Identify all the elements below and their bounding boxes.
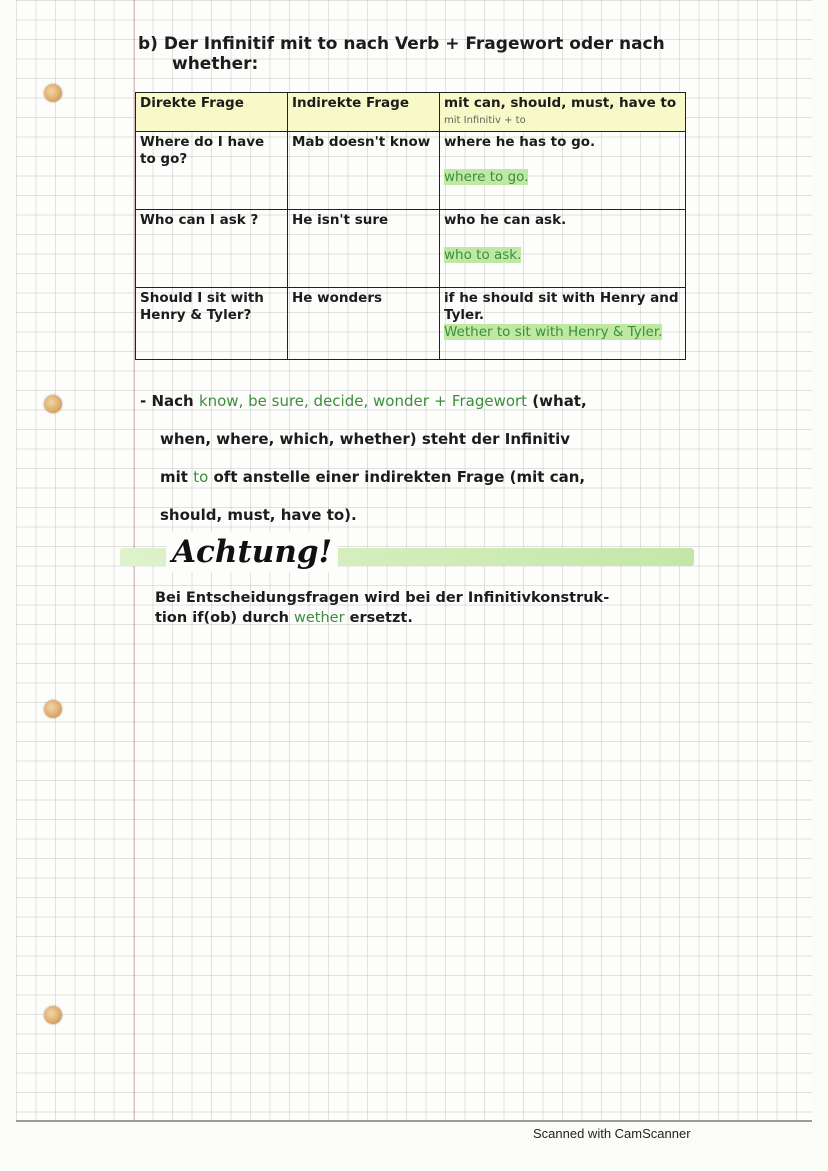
binder-hole bbox=[44, 1006, 62, 1024]
rule-line-2: when, where, which, whether) steht der Infinitiv bbox=[160, 430, 571, 448]
binder-hole bbox=[44, 700, 62, 718]
achtung-title: Achtung! bbox=[166, 532, 338, 572]
note-line-2: tion if(ob) durch wether ersetzt. bbox=[155, 610, 413, 626]
rule-paragraph bbox=[140, 382, 700, 534]
achtung-note bbox=[155, 588, 715, 628]
achtung-banner bbox=[120, 532, 700, 572]
binder-hole bbox=[44, 395, 62, 413]
cell-indirect: He isn't sure bbox=[288, 210, 440, 288]
cell-indirect: He wonders bbox=[288, 288, 440, 360]
table-header-row bbox=[136, 93, 686, 132]
rule-line-1: - Nach know, be sure, decide, wonder + Fragewort (what, bbox=[140, 392, 587, 410]
binder-hole bbox=[44, 84, 62, 102]
header-direct-question: Direkte Frage bbox=[136, 93, 288, 132]
cell-direct: Should I sit with Henry & Tyler? bbox=[136, 288, 288, 360]
rule-line-3: mit to oft anstelle einer indirekten Frage (mit can, bbox=[160, 468, 586, 486]
table-row bbox=[136, 132, 686, 210]
grammar-table bbox=[135, 92, 686, 360]
cell-direct: Where do I have to go? bbox=[136, 132, 288, 210]
heading-line-2: whether: bbox=[172, 54, 259, 74]
table-row bbox=[136, 288, 686, 360]
header-modal-infinitive: mit can, should, must, have to mit Infinitiv + to bbox=[440, 93, 686, 132]
header-indirect-question: Indirekte Frage bbox=[288, 93, 440, 132]
rule-line-4: should, must, have to). bbox=[160, 506, 357, 524]
cell-answers: if he should sit with Henry and Tyler. Wether to sit with Henry & Tyler. bbox=[440, 288, 686, 360]
note-line-1: Bei Entscheidungsfragen wird bei der Infinitivkonstruk- bbox=[155, 590, 610, 606]
section-heading bbox=[138, 34, 708, 74]
scanner-watermark: Scanned with CamScanner bbox=[533, 1126, 691, 1141]
cell-direct: Who can I ask ? bbox=[136, 210, 288, 288]
heading-line-1: b) Der Infinitif mit to nach Verb + Fragewort oder nach bbox=[138, 34, 665, 54]
cell-answers: where he has to go. where to go. bbox=[440, 132, 686, 210]
table-row bbox=[136, 210, 686, 288]
cell-answers: who he can ask. who to ask. bbox=[440, 210, 686, 288]
cell-indirect: Mab doesn't know bbox=[288, 132, 440, 210]
